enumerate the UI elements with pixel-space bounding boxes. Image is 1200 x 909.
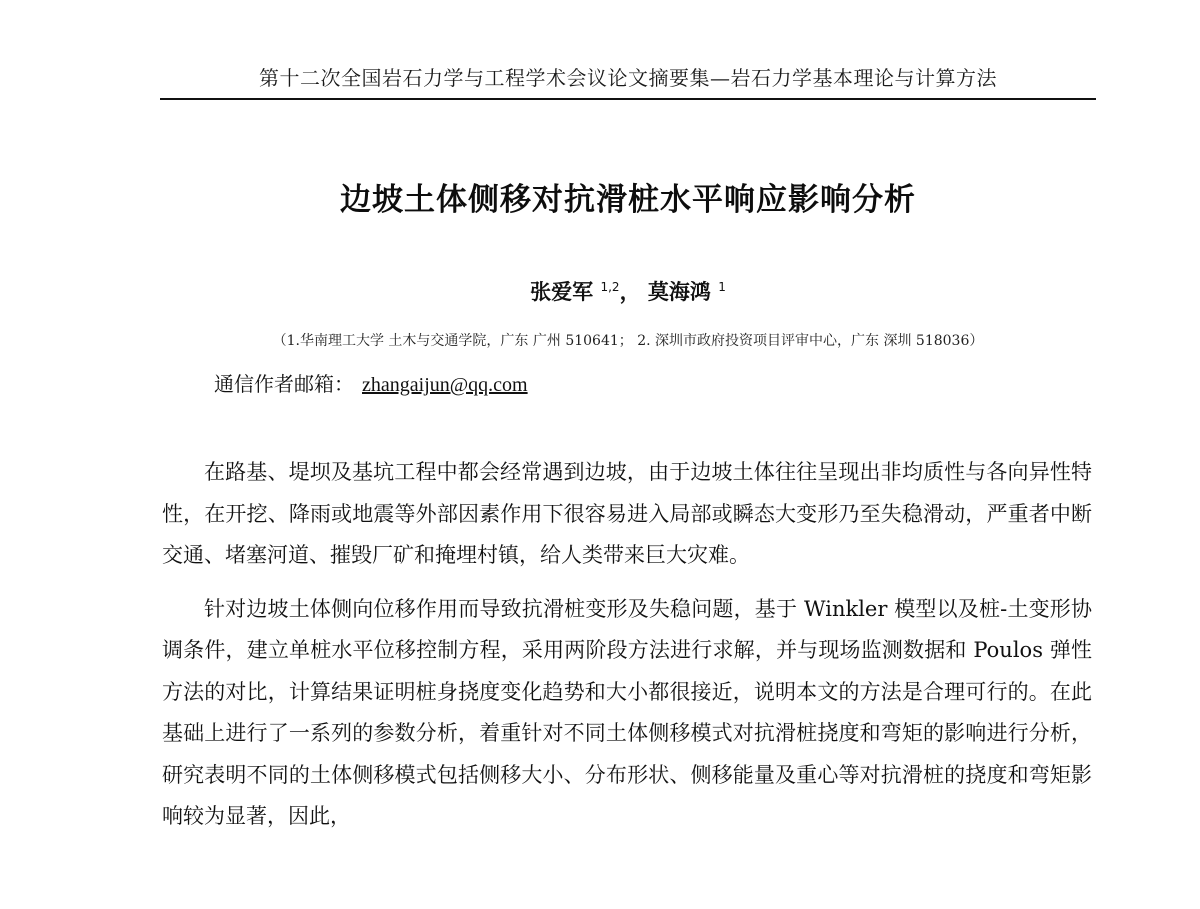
affiliation: （1.华南理工大学 土木与交通学院，广东 广州 510641； 2. 深圳市政府投资项目评审中心，广东 深圳 518036） <box>272 333 984 349</box>
abstract-body <box>162 452 1092 838</box>
email-link[interactable]: zhangaijun@qq.com <box>362 374 528 396</box>
paper-title: 边坡土体侧移对抗滑桩水平响应影响分析 <box>340 182 916 218</box>
author-separator: ， <box>619 280 641 304</box>
author-name: 张爱军 <box>530 280 594 304</box>
author-name: 莫海鸿 <box>647 280 711 304</box>
running-header: 第十二次全国岩石力学与工程学术会议论文摘要集—岩石力学基本理论与计算方法 <box>259 66 997 90</box>
contact-label: 通信作者邮箱： <box>214 372 354 396</box>
contact-line <box>214 368 528 397</box>
header-rule <box>160 98 1096 100</box>
affiliation-mark: 1,2 <box>600 280 620 294</box>
paragraph: 针对边坡土体侧向位移作用而导致抗滑桩变形及失稳问题，基于 Winkler 模型以及桩-土变形协调条件，建立单桩水平位移控制方程，采用两阶段方法进行求解，并与现场监测数据和 Poulos 弹性方法的对比，计算结果证明桩身挠度变化趋势和大小都很接近，说明本文的方法是合理可行的。在此基础上进行了一系列的参数分析，着重针对不同土体侧移模式对抗滑桩挠度和弯矩的影响进行分析，研究表明不同的土体侧移模式包括侧移大小、分布形状、侧移能量及重心等对抗滑桩的挠度和弯矩影响较为显著，因此， <box>162 596 1092 828</box>
affiliation-mark: 1 <box>718 280 726 294</box>
paragraph: 在路基、堤坝及基坑工程中都会经常遇到边坡，由于边坡土体往往呈现出非均质性与各向异性特性，在开挖、降雨或地震等外部因素作用下很容易进入局部或瞬态大变形乃至失稳滑动，严重者中断交通、堵塞河道、摧毁厂矿和掩埋村镇，给人类带来巨大灾难。 <box>162 460 1092 567</box>
author-line <box>160 276 1096 306</box>
